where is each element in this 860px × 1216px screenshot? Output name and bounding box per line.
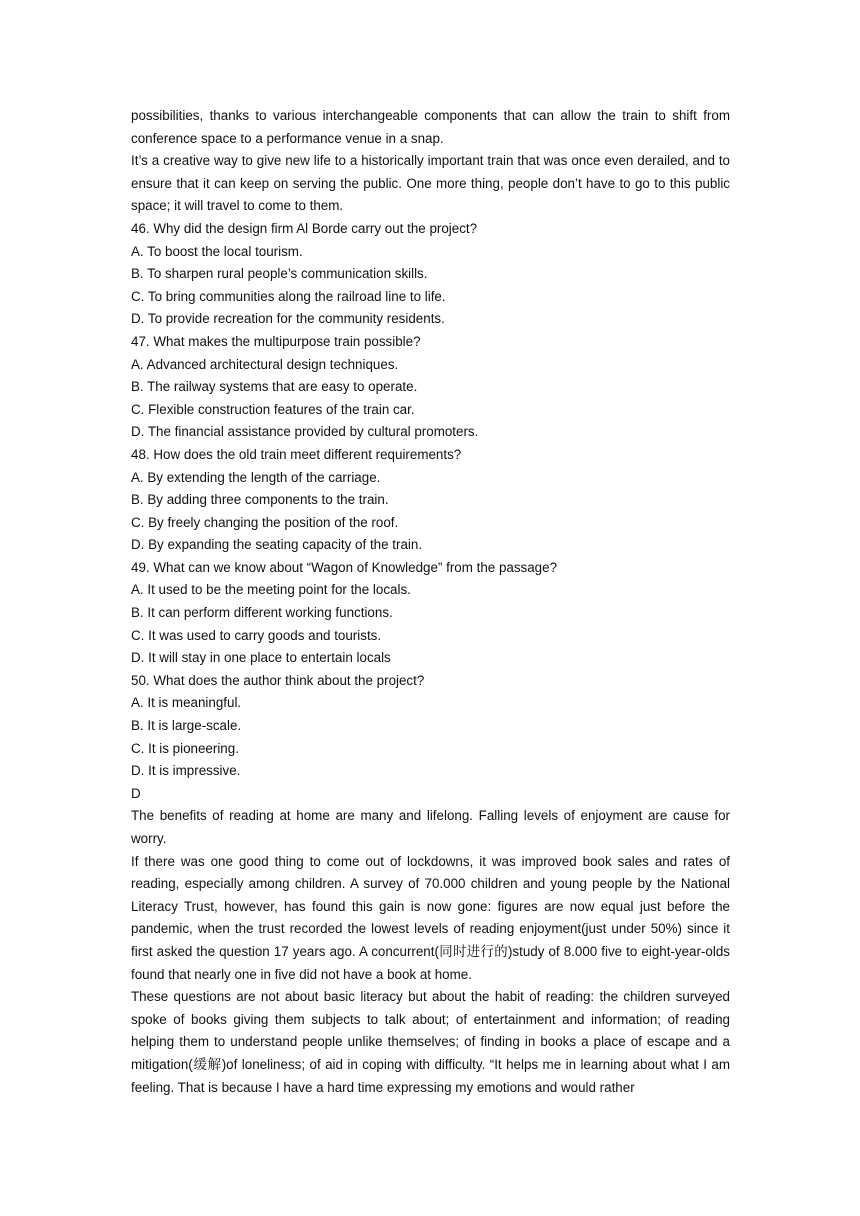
option-c: C. It was used to carry goods and tourists.	[131, 627, 382, 643]
option-a: A. Advanced architectural design techniques.	[131, 356, 399, 372]
passage-paragraph: possibilities, thanks to various interchangeable components that can allow the train to shift from conference space to a performance venue in a snap.	[131, 108, 730, 146]
option-b: B. To sharpen rural people’s communication skills.	[131, 266, 428, 282]
option-a: A. By extending the length of the carriage.	[131, 469, 381, 485]
option-c: C. It is pioneering.	[131, 740, 239, 756]
option-a: A. It used to be the meeting point for the locals.	[131, 582, 411, 598]
option-d: D. By expanding the seating capacity of the train.	[131, 537, 423, 553]
option-b: B. It can perform different working functions.	[131, 605, 393, 621]
option-a: A. It is meaningful.	[131, 695, 242, 711]
option-c: C. By freely changing the position of the roof.	[131, 514, 399, 530]
option-b: B. The railway systems that are easy to operate.	[131, 379, 418, 395]
section-label: D	[131, 785, 141, 801]
option-b: B. By adding three components to the train.	[131, 492, 389, 508]
question-stem: 48. How does the old train meet different requirements?	[131, 446, 462, 462]
question-stem: 49. What can we know about “Wagon of Knowledge” from the passage?	[131, 559, 558, 575]
passage-paragraph: If there was one good thing to come out of lockdowns, it was improved book sales and rates of reading, especially among children. A survey of 70.000 children and young people by the National Literacy Trust, however, has found this gain is now gone: figures are now equal just before the pandemic, when the trust recorded the lowest levels of reading enjoyment(just under 50%) since it first asked the question 17 years ago. A concurrent(同时进行的)study of 8.000 five to eight-year-olds found that nearly one in five did not have a book at home.	[131, 853, 730, 982]
option-d: D. It is impressive.	[131, 763, 241, 779]
option-c: C. To bring communities along the railroad line to life.	[131, 288, 446, 304]
passage-paragraph: It’s a creative way to give new life to a historically important train that was once even derailed, and to ensure that it can keep on serving the public. One more thing, people don’t have to go to this public space; it will travel to come to them.	[131, 153, 730, 214]
passage-paragraph: The benefits of reading at home are many and lifelong. Falling levels of enjoyment are cause for worry.	[131, 808, 730, 846]
passage-paragraph: These questions are not about basic literacy but about the habit of reading: the children surveyed spoke of books giving them subjects to talk about; of entertainment and information; of reading helping them to understand people unlike themselves; of finding in books a place of escape and a mitigation(缓解)of loneliness; of aid in coping with difficulty. “It helps me in learning about what I am feeling. That is because I have a hard time expressing my emotions and would rather	[131, 989, 730, 1095]
question-stem: 46. Why did the design firm Al Borde carry out the project?	[131, 220, 478, 236]
option-d: D. The financial assistance provided by cultural promoters.	[131, 424, 479, 440]
option-c: C. Flexible construction features of the train car.	[131, 401, 415, 417]
option-d: D. It will stay in one place to entertain locals	[131, 650, 391, 666]
question-stem: 47. What makes the multipurpose train possible?	[131, 333, 421, 349]
option-b: B. It is large-scale.	[131, 718, 242, 734]
option-a: A. To boost the local tourism.	[131, 243, 303, 259]
option-d: D. To provide recreation for the community residents.	[131, 311, 445, 327]
question-stem: 50. What does the author think about the project?	[131, 672, 425, 688]
document-body	[131, 105, 730, 1099]
